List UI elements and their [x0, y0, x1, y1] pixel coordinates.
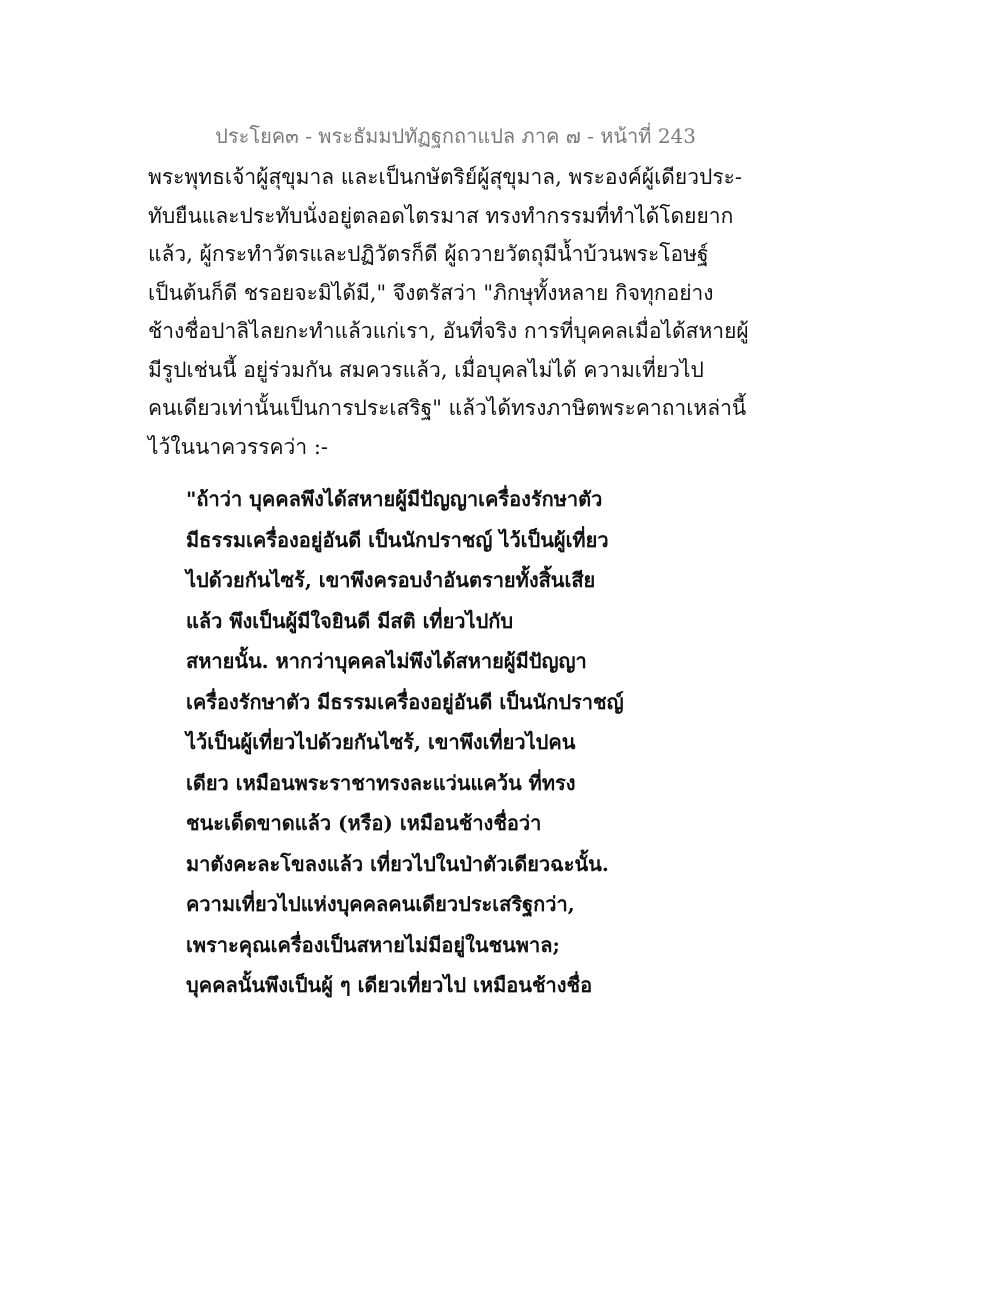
verse-line: "ถ้าว่า บุคคลพึงได้สหายผู้มีปัญญาเครื่องรักษาตัว [186, 487, 603, 511]
prose-line: คนเดียวเท่านั้นเป็นการประเสริฐ" แล้วได้ทรงภาษิตพระคาถาเหล่านี้ [148, 396, 747, 420]
verse-line: ชนะเด็ดขาดแล้ว (หรือ) เหมือนช้างชื่อว่า [186, 811, 542, 835]
verse-line: เดียว เหมือนพระราชาทรงละแว่นแคว้น ที่ทรง [186, 770, 576, 795]
prose-line: พระพุทธเจ้าผู้สุขุมาล และเป็นกษัตริย์ผู้สุขุมาล, พระองค์ผู้เดียวประ- [148, 165, 743, 189]
prose-line: ทับยืนและประทับนั่งอยู่ตลอดไตรมาส ทรงทำกรรมที่ทำได้โดยยาก [148, 203, 734, 228]
verse-line: เครื่องรักษาตัว มีธรรมเครื่องอยู่อันดี เป็นนักปราชญ์ [186, 689, 624, 714]
verse-line: บุคคลนั้นพึงเป็นผู้ ๆ เดียวเที่ยวไป เหมือนช้างชื่อ [186, 973, 593, 997]
verse-line: เพราะคุณเครื่องเป็นสหายไม่มีอยู่ในชนพาล; [186, 932, 560, 957]
prose-line: ช้างชื่อปาลิไลยกะทำแล้วแก่เรา, อันที่จริง การที่บุคคลเมื่อได้สหายผู้ [148, 319, 749, 343]
verse-line: มาตังคะละโขลงแล้ว เที่ยวไปในป่าตัวเดียวฉะนั้น. [186, 851, 609, 876]
verse-block [186, 479, 656, 1006]
verse-line: มีธรรมเครื่องอยู่อันดี เป็นนักปราชญ์ ไว้เป็นผู้เที่ยว [186, 527, 609, 552]
prose-line: แล้ว, ผู้กระทำวัตรและปฏิวัตรก็ดี ผู้ถวายวัตถุมีน้ำบ้วนพระโอษฐ์ [148, 242, 709, 266]
verse-line: ความเที่ยวไปแห่งบุคคลคนเดียวประเสริฐกว่า, [186, 892, 575, 916]
prose-paragraph [148, 158, 749, 466]
verse-line: ไว้เป็นผู้เที่ยวไปด้วยกันไซร้, เขาพึงเที่ยวไปคน [186, 730, 576, 754]
verse-line: ไปด้วยกันไซร้, เขาพึงครอบงำอันตรายทั้งสิ้นเสีย [186, 568, 596, 592]
prose-line: ไว้ในนาควรรคว่า :- [148, 434, 328, 459]
prose-line: เป็นต้นก็ดี ชรอยจะมิได้มี," จึงตรัสว่า "ภิกษุทั้งหลาย กิจทุกอย่าง [148, 280, 714, 305]
verse-line: แล้ว พึงเป็นผู้มีใจยินดี มีสติ เที่ยวไปกับ [186, 608, 514, 633]
running-header: ประโยค๓ - พระธัมมปทัฏฐกถาแปล ภาค ๗ - หน้าที่ 243 [215, 124, 696, 148]
prose-line: มีรูปเช่นนี้ อยู่ร่วมกัน สมควรแล้ว, เมื่อบุคลไม่ได้ ความเที่ยวไป [148, 357, 704, 382]
verse-line: สหายนั้น. หากว่าบุคคลไม่พึงได้สหายผู้มีปัญญา [186, 649, 587, 673]
